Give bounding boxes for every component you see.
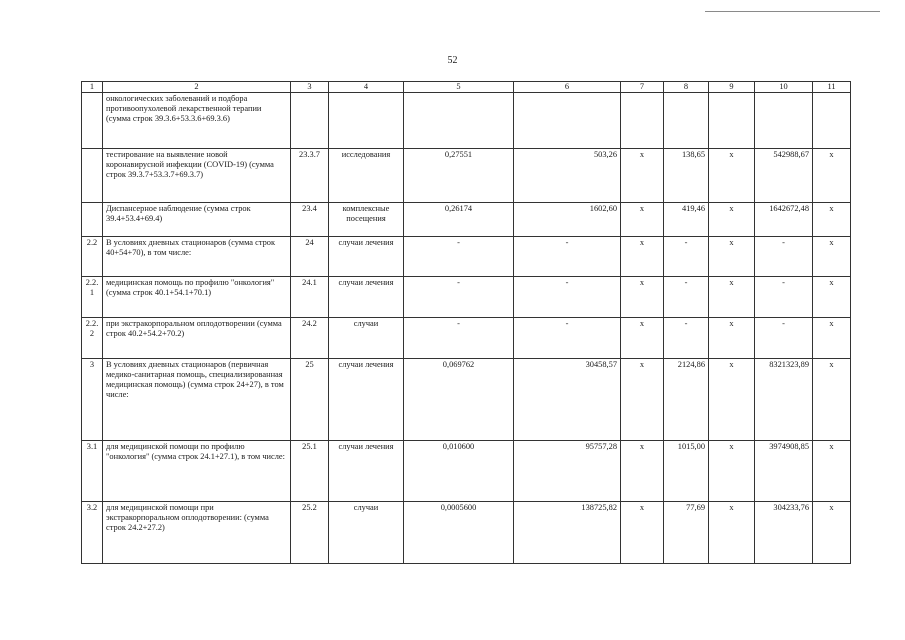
line-code [291, 93, 329, 149]
table-row [82, 149, 851, 203]
row-name: онкологических заболеваний и подбора противоопухолевой лекарственной терапии (сумма строк 39.3.6+53.3.6+69.3.6) [103, 93, 291, 149]
cell-7: x [621, 441, 664, 502]
unit: случаи лечения [329, 237, 404, 277]
line-code: 25 [291, 359, 329, 441]
cell-5: - [404, 237, 514, 277]
cell-11: x [813, 502, 851, 564]
line-code: 24 [291, 237, 329, 277]
header-cell: 11 [813, 82, 851, 93]
row-number: 3.1 [82, 441, 103, 502]
header-cell: 6 [514, 82, 621, 93]
cell-5: - [404, 318, 514, 359]
cell-7: x [621, 277, 664, 318]
row-name: В условиях дневных стационаров (сумма строк 40+54+70), в том числе: [103, 237, 291, 277]
unit: случаи лечения [329, 359, 404, 441]
header-cell: 7 [621, 82, 664, 93]
cell-5: 0,26174 [404, 203, 514, 237]
cell-6: 95757,28 [514, 441, 621, 502]
cell-10: - [755, 237, 813, 277]
cell-10: 1642672,48 [755, 203, 813, 237]
cell-11: x [813, 203, 851, 237]
cell-10 [755, 93, 813, 149]
row-number: 3.2 [82, 502, 103, 564]
line-code: 25.2 [291, 502, 329, 564]
row-number [82, 149, 103, 203]
cell-9: x [709, 318, 755, 359]
cell-7: x [621, 149, 664, 203]
cell-9: x [709, 203, 755, 237]
cell-6: 138725,82 [514, 502, 621, 564]
cell-7 [621, 93, 664, 149]
table-row [82, 441, 851, 502]
cell-8: - [664, 277, 709, 318]
table-row [82, 93, 851, 149]
cell-11: x [813, 318, 851, 359]
header-cell: 1 [82, 82, 103, 93]
cell-10: 8321323,89 [755, 359, 813, 441]
line-code: 23.4 [291, 203, 329, 237]
table-row [82, 203, 851, 237]
cell-11: x [813, 359, 851, 441]
line-code: 25.1 [291, 441, 329, 502]
unit [329, 93, 404, 149]
table-row [82, 277, 851, 318]
cell-7: x [621, 203, 664, 237]
cell-8: 77,69 [664, 502, 709, 564]
row-name: тестирование на выявление новой коронавирусной инфекции (COVID-19) (сумма строк 39.3.7+53.3.7+69.3.7) [103, 149, 291, 203]
unit: случаи [329, 502, 404, 564]
row-number: 2.2 [82, 237, 103, 277]
header-cell: 8 [664, 82, 709, 93]
cell-7: x [621, 318, 664, 359]
cell-10: 304233,76 [755, 502, 813, 564]
table-row [82, 237, 851, 277]
cell-7: x [621, 502, 664, 564]
row-name: Диспансерное наблюдение (сумма строк 39.4+53.4+69.4) [103, 203, 291, 237]
table-row [82, 502, 851, 564]
header-cell: 10 [755, 82, 813, 93]
unit: случаи лечения [329, 277, 404, 318]
table-row [82, 359, 851, 441]
cell-6: 30458,57 [514, 359, 621, 441]
cell-6: - [514, 277, 621, 318]
cell-6 [514, 93, 621, 149]
header-row [82, 82, 851, 93]
header-cell: 9 [709, 82, 755, 93]
cell-8: 419,46 [664, 203, 709, 237]
row-name: В условиях дневных стационаров (первичная медико-санитарная помощь, специализированная медицинская помощь) (сумма строк 24+27), в том числе: [103, 359, 291, 441]
cell-5: 0,069762 [404, 359, 514, 441]
header-cell: 5 [404, 82, 514, 93]
line-code: 24.2 [291, 318, 329, 359]
cell-6: 503,26 [514, 149, 621, 203]
table-row [82, 318, 851, 359]
cell-11: x [813, 149, 851, 203]
cell-8: - [664, 318, 709, 359]
line-code: 24.1 [291, 277, 329, 318]
unit: случаи лечения [329, 441, 404, 502]
row-number: 2.2.2 [82, 318, 103, 359]
unit: комплексные посещения [329, 203, 404, 237]
cell-9: x [709, 237, 755, 277]
cell-5: 0,0005600 [404, 502, 514, 564]
row-name: для медицинской помощи по профилю "онкология" (сумма строк 24.1+27.1), в том числе: [103, 441, 291, 502]
header-cell: 4 [329, 82, 404, 93]
line-code: 23.3.7 [291, 149, 329, 203]
cell-11: x [813, 237, 851, 277]
cell-5: - [404, 277, 514, 318]
cell-8: 1015,00 [664, 441, 709, 502]
cell-9 [709, 93, 755, 149]
cell-11: x [813, 441, 851, 502]
cell-6: 1602,60 [514, 203, 621, 237]
cell-5: 0,27551 [404, 149, 514, 203]
header-cell: 2 [103, 82, 291, 93]
cell-5: 0,010600 [404, 441, 514, 502]
row-number [82, 203, 103, 237]
cell-10: 542988,67 [755, 149, 813, 203]
cell-9: x [709, 359, 755, 441]
unit: случаи [329, 318, 404, 359]
unit: исследования [329, 149, 404, 203]
row-name: для медицинской помощи при экстракорпоральном оплодотворении: (сумма строк 24.2+27.2) [103, 502, 291, 564]
row-name: при экстракорпоральном оплодотворении (сумма строк 40.2+54.2+70.2) [103, 318, 291, 359]
row-number: 2.2.1 [82, 277, 103, 318]
cell-8: - [664, 237, 709, 277]
cell-10: - [755, 277, 813, 318]
cell-9: x [709, 502, 755, 564]
cell-6: - [514, 237, 621, 277]
cell-8: 2124,86 [664, 359, 709, 441]
row-number [82, 93, 103, 149]
cell-9: x [709, 149, 755, 203]
cell-5 [404, 93, 514, 149]
row-number: 3 [82, 359, 103, 441]
cell-11 [813, 93, 851, 149]
page-number: 52 [447, 55, 458, 66]
cell-11: x [813, 277, 851, 318]
cell-10: 3974908,85 [755, 441, 813, 502]
cell-9: x [709, 441, 755, 502]
cell-9: x [709, 277, 755, 318]
cell-7: x [621, 359, 664, 441]
data-table [81, 81, 851, 564]
cell-10: - [755, 318, 813, 359]
row-name: медицинская помощь по профилю "онкология" (сумма строк 40.1+54.1+70.1) [103, 277, 291, 318]
header-cell: 3 [291, 82, 329, 93]
top-rule [705, 11, 880, 12]
cell-8 [664, 93, 709, 149]
cell-7: x [621, 237, 664, 277]
cell-6: - [514, 318, 621, 359]
cell-8: 138,65 [664, 149, 709, 203]
